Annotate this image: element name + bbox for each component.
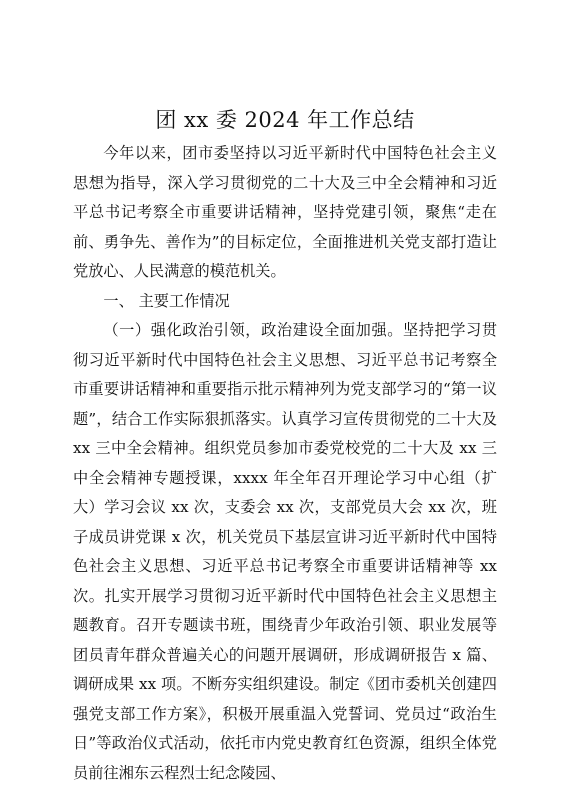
intro-paragraph: 今年以来，团市委坚持以习近平新时代中国特色社会主义思想为指导，深入学习贯彻党的二十大及三中全会精神和习近平总书记考察全市重要讲话精神，坚持党建引领，聚焦“走在前、勇争先、善作为”的目标定位，全面推进机关党支部打造让党放心、人民满意的模范机关。	[73, 144, 497, 280]
section-heading: 一、 主要工作情况	[103, 291, 230, 310]
document-body	[73, 139, 497, 788]
section-paragraph: （一）强化政治引领，政治建设全面加强。坚持把学习贯彻习近平新时代中国特色社会主义思想、习近平总书记考察全市重要讲话精神和重要指示批示精神列为党支部学习的“第一议题”，结合工作实际狠抓落实。认真学习宣传贯彻党的二十大及 xx 三中全会精神。组织党员参加市委党校党的二十大及 xx 三中全会精神专题授课，xxxx 年全年召开理论学习中心组（扩大）学习会议 xx 次，支委会 xx 次，支部党员大会 xx 次，班子成员讲党课 x 次，机关党员下基层宣讲习近平新时代中国特色社会主义思想、习近平总书记考察全市重要讲话精神等 xx 次。扎实开展学习贯彻习近平新时代中国特色社会主义思想主题教育。召开专题读书班，围绕青少年政治引领、职业发展等团员青年群众普遍关心的问题开展调研，形成调研报告 x 篇、调研成果 xx 项。不断夯实组织建设。制定《团市委机关创建四强党支部工作方案》，积极开展重温入党誓词、党员过“政治生日”等政治仪式活动，依托市内党史教育红色资源，组织全体党员前往湘东云程烈士纪念陵园、	[73, 321, 497, 782]
document-title: 团 xx 委 2024 年工作总结	[155, 108, 415, 132]
